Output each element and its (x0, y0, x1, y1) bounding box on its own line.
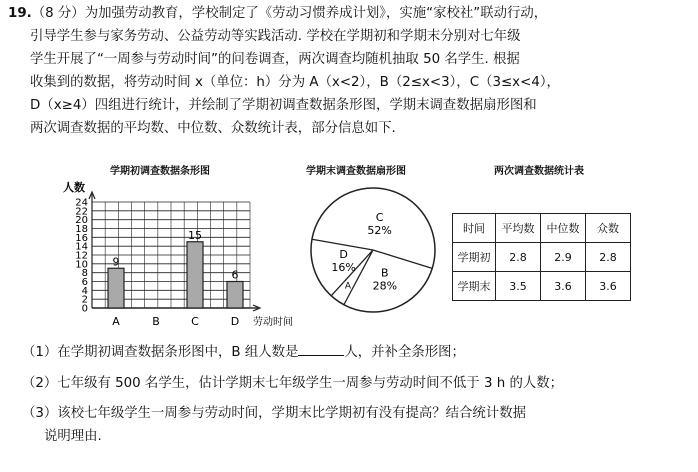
question-3-line-1: （3）该校七年级学生一周参与劳动时间，学期末比学期初有没有提高？结合统计数据 (22, 406, 526, 421)
y-axis-label: 人数 (63, 181, 85, 194)
table-cell: 学期末 (453, 272, 496, 301)
x-tick-label: B (152, 315, 160, 328)
x-tick-label: A (112, 315, 120, 328)
table-cell: 学期初 (453, 243, 496, 272)
table-row (453, 243, 631, 272)
answer-blank[interactable] (298, 343, 344, 356)
table-cell: 2.8 (586, 243, 631, 272)
bar-value-label: 6 (231, 268, 239, 282)
y-tick-label: 10 (75, 259, 88, 271)
table-header-cell: 时间 (453, 214, 496, 243)
y-tick-label: 22 (75, 206, 88, 218)
pie-slice-percent: 16% (331, 260, 356, 274)
problem-line-2: 引导学生参与家务劳动、公益劳动等实践活动. 学校在学期初和学期末分别对七年级 (30, 29, 521, 44)
y-tick-label: 24 (75, 197, 88, 209)
y-tick-label: 0 (81, 303, 88, 315)
pie-slice-label: C (375, 210, 384, 224)
x-tick-label: C (191, 315, 199, 328)
problem-line-1: 19.（8 分）为加强劳动教育，学校制定了《劳动习惯养成计划》，实施“家校社”联动行动， (8, 6, 548, 21)
x-tick-label: D (230, 315, 240, 328)
y-tick-label: 8 (81, 268, 88, 280)
bar (108, 268, 124, 308)
y-tick-label: 6 (81, 277, 88, 288)
problem-points: （8 分） (31, 6, 85, 21)
bar-value-label: 15 (188, 228, 202, 242)
y-tick-label: 4 (81, 285, 88, 297)
table-cell: 3.6 (586, 272, 631, 301)
y-tick-label: 14 (75, 241, 88, 253)
y-tick-label: 18 (75, 224, 88, 235)
table-cell: 3.6 (541, 272, 586, 301)
table-header-cell: 中位数 (541, 214, 586, 243)
table-title: 两次调查数据统计表 (494, 166, 584, 177)
question-3-line-2: 说明理由. (44, 429, 102, 444)
pie-slice-label: B (381, 266, 389, 280)
pie-slice-label: A (344, 281, 352, 292)
pie-slice-percent: 52% (367, 223, 392, 237)
pie-chart-title: 学期末调查数据扇形图 (306, 166, 406, 177)
y-tick-label: 12 (75, 250, 88, 262)
pie-chart (305, 180, 445, 320)
bar-chart-title: 学期初调查数据条形图 (110, 166, 210, 177)
problem-line-4: 收集到的数据，将劳动时间 x（单位：h）分为 A（x<2），B（2≤x<3），C（3≤x<4）， (30, 75, 560, 90)
problem-number: 19. (8, 6, 32, 21)
table-cell: 2.9 (541, 243, 586, 272)
y-tick-label: 2 (81, 294, 88, 306)
problem-line-3: 学生开展了“一周参与劳动时间”的问卷调查，两次调查均随机抽取 50 名学生. 根据 (30, 52, 520, 67)
question-1: （1）在学期初调查数据条形图中，B 组人数是 人，并补全条形图； (22, 345, 465, 360)
bar (227, 282, 243, 309)
bar-chart (55, 175, 305, 335)
y-tick-label: 20 (75, 215, 88, 227)
x-axis-label: 劳动时间 (253, 317, 293, 328)
table-cell: 2.8 (496, 243, 541, 272)
y-tick-label: 16 (75, 232, 88, 244)
pie-slice-label: D (339, 247, 348, 261)
bar (187, 242, 203, 308)
table-header-cell: 众数 (586, 214, 631, 243)
table-cell: 3.5 (496, 272, 541, 301)
table-row (453, 272, 631, 301)
table-header-cell: 平均数 (496, 214, 541, 243)
problem-line-6: 两次调查数据的平均数、中位数、众数统计表，部分信息如下. (30, 121, 396, 136)
question-2: （2）七年级有 500 名学生，估计学期末七年级学生一周参与劳动时间不低于 3 h 的人数； (22, 376, 564, 391)
table-header-row (453, 214, 631, 243)
problem-line-5: D（x≥4）四组进行统计，并绘制了学期初调查数据条形图，学期末调查数据扇形图和 (30, 98, 537, 113)
stats-table (452, 213, 631, 301)
bar-value-label: 9 (112, 255, 120, 269)
pie-slice-percent: 28% (372, 279, 398, 293)
